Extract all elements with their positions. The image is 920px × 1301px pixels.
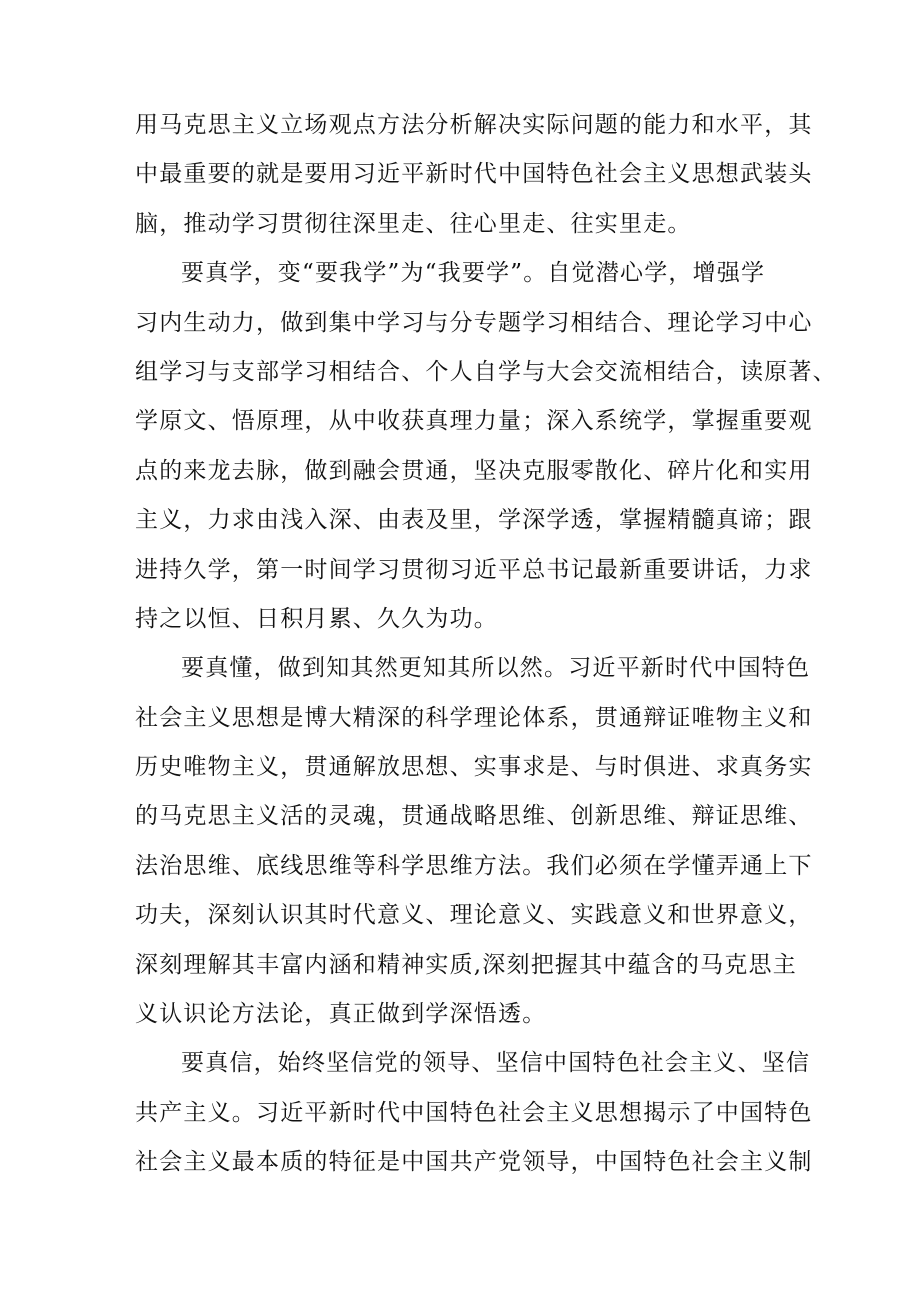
text-line: 深刻理解其丰富内涵和精神实质,深刻把握其中蕴含的马克思主	[135, 951, 797, 978]
text-line: 点的来龙去脉，做到融会贯通，坚决克服零散化、碎片化和实用	[135, 457, 813, 484]
text-line: 组学习与支部学习相结合、个人自学与大会交流相结合，读原著、	[135, 358, 837, 385]
paragraph-start-line: 要真懂，做到知其然更知其所以然。习近平新时代中国特色	[181, 655, 811, 682]
text-line: 学原文、悟原理，从中收获真理力量；深入系统学，掌握重要观	[135, 408, 813, 435]
text-line: 持之以恒、日积月累、久久为功。	[135, 605, 498, 632]
text-line: 中最重要的就是要用习近平新时代中国特色社会主义思想武装头	[135, 161, 813, 188]
text-line: 功夫，深刻认识其时代意义、理论意义、实践意义和世界意义，	[135, 902, 813, 929]
text-line: 习内生动力，做到集中学习与分专题学习相结合、理论学习中心	[135, 309, 813, 336]
paragraph-start-line: 要真学，变“要我学”为“我要学”。自觉潜心学，增强学	[181, 260, 766, 287]
text-line: 义认识论方法论，真正做到学深悟透。	[135, 1001, 547, 1028]
document-body	[135, 101, 837, 1188]
text-line: 法治思维、底线思维等科学思维方法。我们必须在学懂弄通上下	[135, 852, 813, 879]
text-line: 共产主义。习近平新时代中国特色社会主义思想揭示了中国特色	[135, 1099, 813, 1126]
text-line: 主义，力求由浅入深、由表及里，学深学透，掌握精髓真谛；跟	[135, 507, 813, 534]
text-line: 进持久学，第一时间学习贯彻习近平总书记最新重要讲话，力求	[135, 556, 813, 583]
paragraph-start-line: 要真信，始终坚信党的领导、坚信中国特色社会主义、坚信	[181, 1050, 811, 1077]
text-line: 用马克思主义立场观点方法分析解决实际问题的能力和水平，其	[135, 112, 813, 138]
text-line: 的马克思主义活的灵魂，贯通战略思维、创新思维、辩证思维、	[135, 803, 813, 830]
text-line: 社会主义思想是博大精深的科学理论体系，贯通辩证唯物主义和	[135, 704, 813, 731]
text-line: 脑，推动学习贯彻往深里走、往心里走、往实里走。	[135, 210, 692, 237]
text-line: 社会主义最本质的特征是中国共产党领导，中国特色社会主义制	[135, 1149, 813, 1176]
text-line: 历史唯物主义，贯通解放思想、实事求是、与时俱进、求真务实	[135, 754, 813, 781]
